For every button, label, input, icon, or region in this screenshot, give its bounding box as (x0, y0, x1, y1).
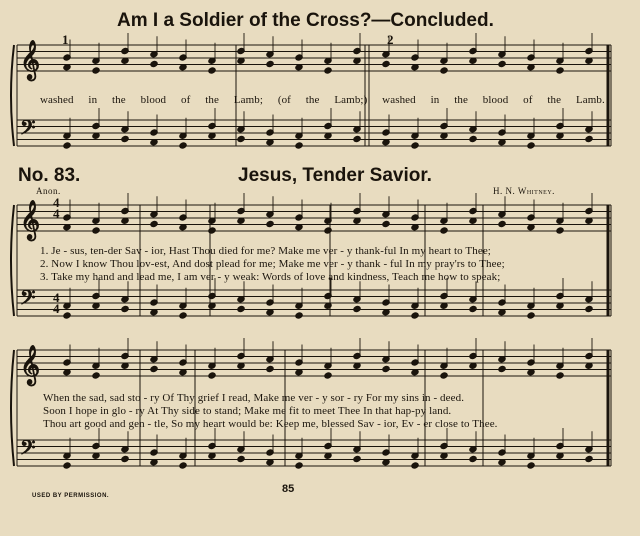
svg-text:𝄢: 𝄢 (20, 118, 36, 144)
lyric-word: the (112, 94, 126, 106)
svg-text:𝄢: 𝄢 (20, 288, 36, 314)
hymn-number: No. 83. (18, 165, 81, 186)
system2-verse-1: 1. Je - sus, ten-der Sav - ior, Hast Thou died for me? Make me ver - y thank-ful In my heart to Thee; (40, 245, 491, 257)
first-ending-mark: 1 (62, 32, 69, 47)
svg-text:𝄢: 𝄢 (20, 438, 36, 464)
svg-text:𝄞: 𝄞 (20, 347, 41, 384)
lyric-word: blood (140, 94, 167, 106)
lyric-word: of (523, 94, 533, 106)
lyric-word: the (454, 94, 468, 106)
time-signature-bass: 4 4 (53, 290, 60, 316)
hymn-title: Jesus, Tender Savior. (238, 165, 432, 186)
svg-text:𝄞: 𝄞 (20, 42, 41, 79)
time-signature-treble: 4 4 (53, 195, 60, 221)
second-ending-mark: 2 (387, 32, 394, 47)
lyric-word: of (180, 94, 191, 106)
system3-verse-2: Soon I hope in glo - ry At Thy side to stand; Make me fit to meet Thee In that hap-py land. (43, 405, 452, 417)
system2-verse-2: 2. Now I know Thou lov-est, And dost plead for me; Make me ver - y thank - ful In my pray'rs to Thee; (40, 258, 505, 270)
system3-verse-1: When the sad, sad sto - ry Of Thy grief I read, Make me ver - y sor - ry For my sins in - deed. (43, 392, 465, 404)
lyric-word: washed (40, 94, 74, 106)
lyric-word: the (305, 94, 320, 106)
permission-note: USED BY PERMISSION. (32, 493, 110, 499)
lyric-word: (of (277, 94, 291, 106)
lyric-word: Lamb; (233, 94, 263, 106)
lyric-word: Lamb. (575, 94, 605, 106)
page-title: Am I a Soldier of the Cross?—Concluded. (117, 10, 494, 31)
system1-lyrics (40, 94, 605, 106)
composer-right: H. N. Whitney. (493, 186, 555, 196)
lyric-word: the (547, 94, 562, 106)
system2-verse-3: 3. Take my hand and lead me, I am ver - y weak: Words of love and kindness, Teach me how to speak; (40, 271, 501, 283)
lyric-word: in (88, 94, 98, 106)
svg-text:𝄞: 𝄞 (20, 202, 41, 239)
lyric-word: in (430, 94, 440, 106)
lyric-word: Lamb;) (334, 94, 368, 106)
lyric-word: blood (482, 94, 509, 106)
page-number: 85 (282, 483, 295, 495)
system3-verse-3: Thou art good and gen - tle, So my heart would be: Keep me, blessed Sav - ior, Ev - er close to Thee. (43, 418, 498, 430)
lyric-word: the (205, 94, 219, 106)
lyric-word: washed (382, 94, 416, 106)
composer-left: Anon. (36, 186, 61, 196)
